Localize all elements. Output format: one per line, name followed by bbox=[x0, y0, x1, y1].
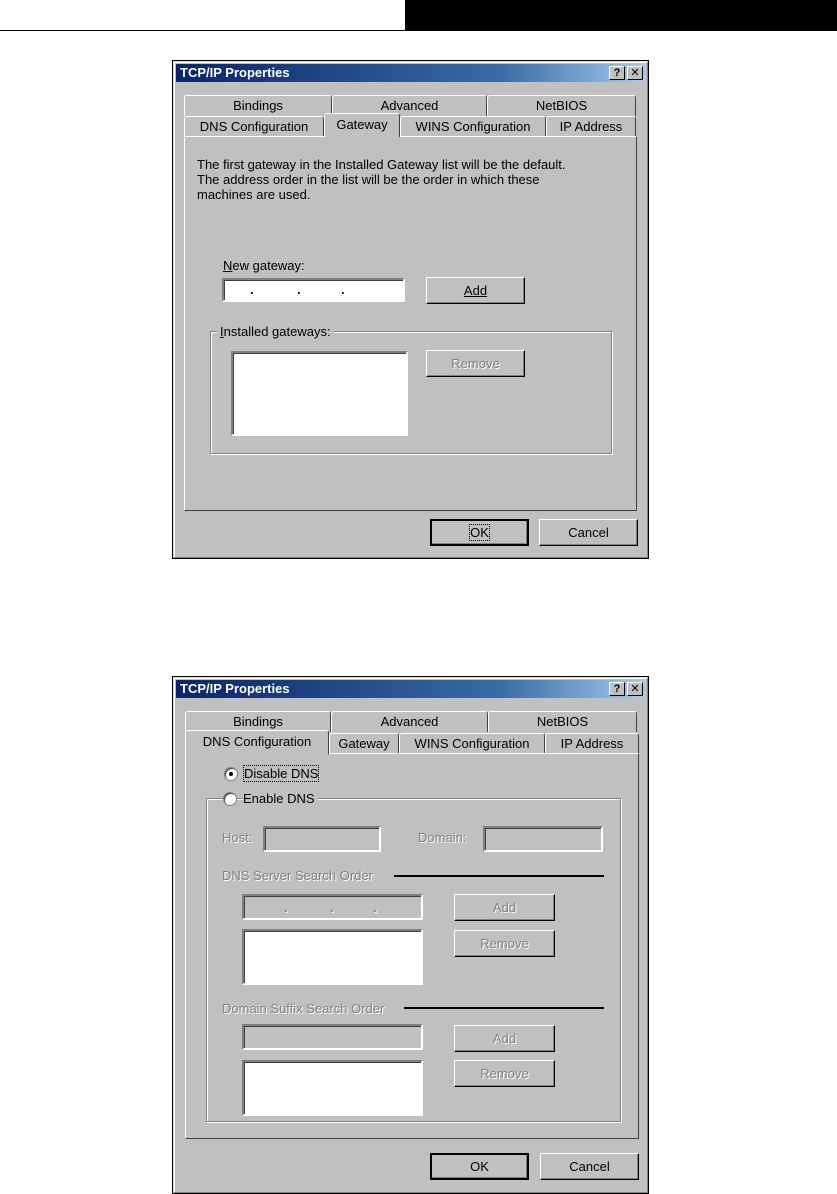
description-line-2: The address order in the list will be the order in which these bbox=[197, 172, 540, 187]
new-gateway-label bbox=[223, 258, 305, 273]
domain-input[interactable] bbox=[483, 826, 603, 852]
domain-suffix-input[interactable] bbox=[242, 1024, 423, 1050]
tcpip-properties-dialog-gateway bbox=[172, 60, 649, 559]
installed-gateways-list[interactable] bbox=[231, 351, 408, 436]
disable-dns-label[interactable]: Disable DNS bbox=[244, 766, 319, 781]
add-label: Add bbox=[463, 283, 488, 298]
remove-gateway-button[interactable]: Remove bbox=[426, 350, 525, 377]
dns-tab-panel bbox=[185, 753, 639, 1139]
tab-advanced[interactable]: Advanced bbox=[332, 95, 487, 116]
tab-gateway[interactable]: Gateway bbox=[324, 113, 400, 137]
close-button[interactable]: ✕ bbox=[627, 682, 643, 696]
document-header-bar bbox=[405, 0, 837, 30]
tab-ip-address[interactable]: IP Address bbox=[546, 116, 636, 137]
ip-dot-2: . bbox=[330, 900, 334, 915]
tab-advanced[interactable]: Advanced bbox=[331, 711, 488, 732]
gateway-tab-panel bbox=[184, 136, 637, 511]
installed-label-rest: nstalled gateways: bbox=[223, 324, 331, 339]
tab-wins-configuration[interactable]: WINS Configuration bbox=[399, 733, 545, 754]
cancel-button[interactable]: Cancel bbox=[540, 1153, 639, 1180]
tab-bindings[interactable]: Bindings bbox=[184, 95, 332, 116]
tab-row-front bbox=[184, 116, 636, 137]
tab-netbios[interactable]: NetBIOS bbox=[487, 95, 636, 116]
domain-label: Domain: bbox=[418, 830, 467, 845]
ok-button[interactable] bbox=[430, 1153, 529, 1180]
window-title: TCP/IP Properties bbox=[180, 65, 290, 80]
tab-row-back bbox=[185, 711, 637, 732]
description-line-3: machines are used. bbox=[197, 187, 311, 202]
new-gateway-ip-input[interactable] bbox=[222, 278, 405, 302]
tab-netbios[interactable]: NetBIOS bbox=[488, 711, 637, 732]
ip-dot-1: . bbox=[284, 900, 288, 915]
dns-search-order-divider bbox=[394, 875, 604, 877]
suffix-search-order-divider bbox=[404, 1007, 604, 1009]
description-line-1: The first gateway in the Installed Gateway list will be the default. bbox=[197, 157, 566, 172]
add-domain-suffix-button[interactable]: Add bbox=[454, 1025, 555, 1052]
dns-server-search-order-label: DNS Server Search Order bbox=[222, 868, 373, 883]
help-button[interactable]: ? bbox=[609, 66, 625, 80]
ok-label: OK bbox=[470, 525, 489, 540]
ok-label: OK bbox=[470, 1159, 489, 1174]
disable-dns-radio[interactable] bbox=[224, 767, 238, 781]
installed-mnemonic: I bbox=[220, 324, 224, 339]
installed-gateways-label bbox=[217, 324, 334, 339]
enable-dns-label[interactable]: Enable DNS bbox=[243, 791, 318, 806]
tab-dns-configuration[interactable]: DNS Configuration bbox=[184, 116, 324, 137]
ip-dot-3: . bbox=[341, 282, 345, 297]
add-gateway-button[interactable] bbox=[426, 277, 525, 304]
tab-bindings[interactable]: Bindings bbox=[185, 711, 331, 732]
remove-dns-server-button[interactable]: Remove bbox=[454, 930, 555, 957]
ip-dot-1: . bbox=[250, 282, 254, 297]
window-title: TCP/IP Properties bbox=[180, 681, 290, 696]
host-input[interactable] bbox=[263, 826, 381, 852]
host-label: Host: bbox=[222, 830, 253, 845]
ok-button[interactable] bbox=[430, 519, 529, 546]
remove-domain-suffix-button[interactable]: Remove bbox=[454, 1060, 555, 1087]
dns-server-ip-input[interactable] bbox=[242, 894, 423, 920]
tab-gateway[interactable]: Gateway bbox=[329, 733, 399, 754]
tab-ip-address[interactable]: IP Address bbox=[545, 733, 639, 754]
new-gateway-label-rest: ew gateway: bbox=[232, 258, 305, 273]
tcpip-properties-dialog-dns bbox=[172, 676, 649, 1194]
domain-suffix-search-order-label: Domain Suffix Search Order bbox=[222, 1001, 385, 1016]
ip-dot-2: . bbox=[297, 282, 301, 297]
title-bar bbox=[176, 680, 645, 698]
tab-wins-configuration[interactable]: WINS Configuration bbox=[400, 116, 546, 137]
add-dns-server-button[interactable]: Add bbox=[454, 894, 555, 921]
tab-row-front bbox=[185, 733, 639, 754]
new-gateway-mnemonic: N bbox=[223, 258, 233, 273]
radio-selected-dot bbox=[229, 772, 233, 776]
document-header-rule bbox=[0, 30, 837, 31]
cancel-button[interactable]: Cancel bbox=[539, 519, 638, 546]
domain-suffix-list[interactable] bbox=[242, 1060, 423, 1116]
tab-row-back bbox=[184, 95, 636, 116]
enable-dns-radio[interactable] bbox=[223, 792, 237, 806]
title-bar bbox=[176, 64, 645, 82]
tab-dns-configuration[interactable]: DNS Configuration bbox=[185, 730, 329, 754]
dns-server-list[interactable] bbox=[242, 929, 423, 985]
help-button[interactable]: ? bbox=[609, 682, 625, 696]
ip-dot-3: . bbox=[373, 900, 377, 915]
close-button[interactable]: ✕ bbox=[627, 66, 643, 80]
